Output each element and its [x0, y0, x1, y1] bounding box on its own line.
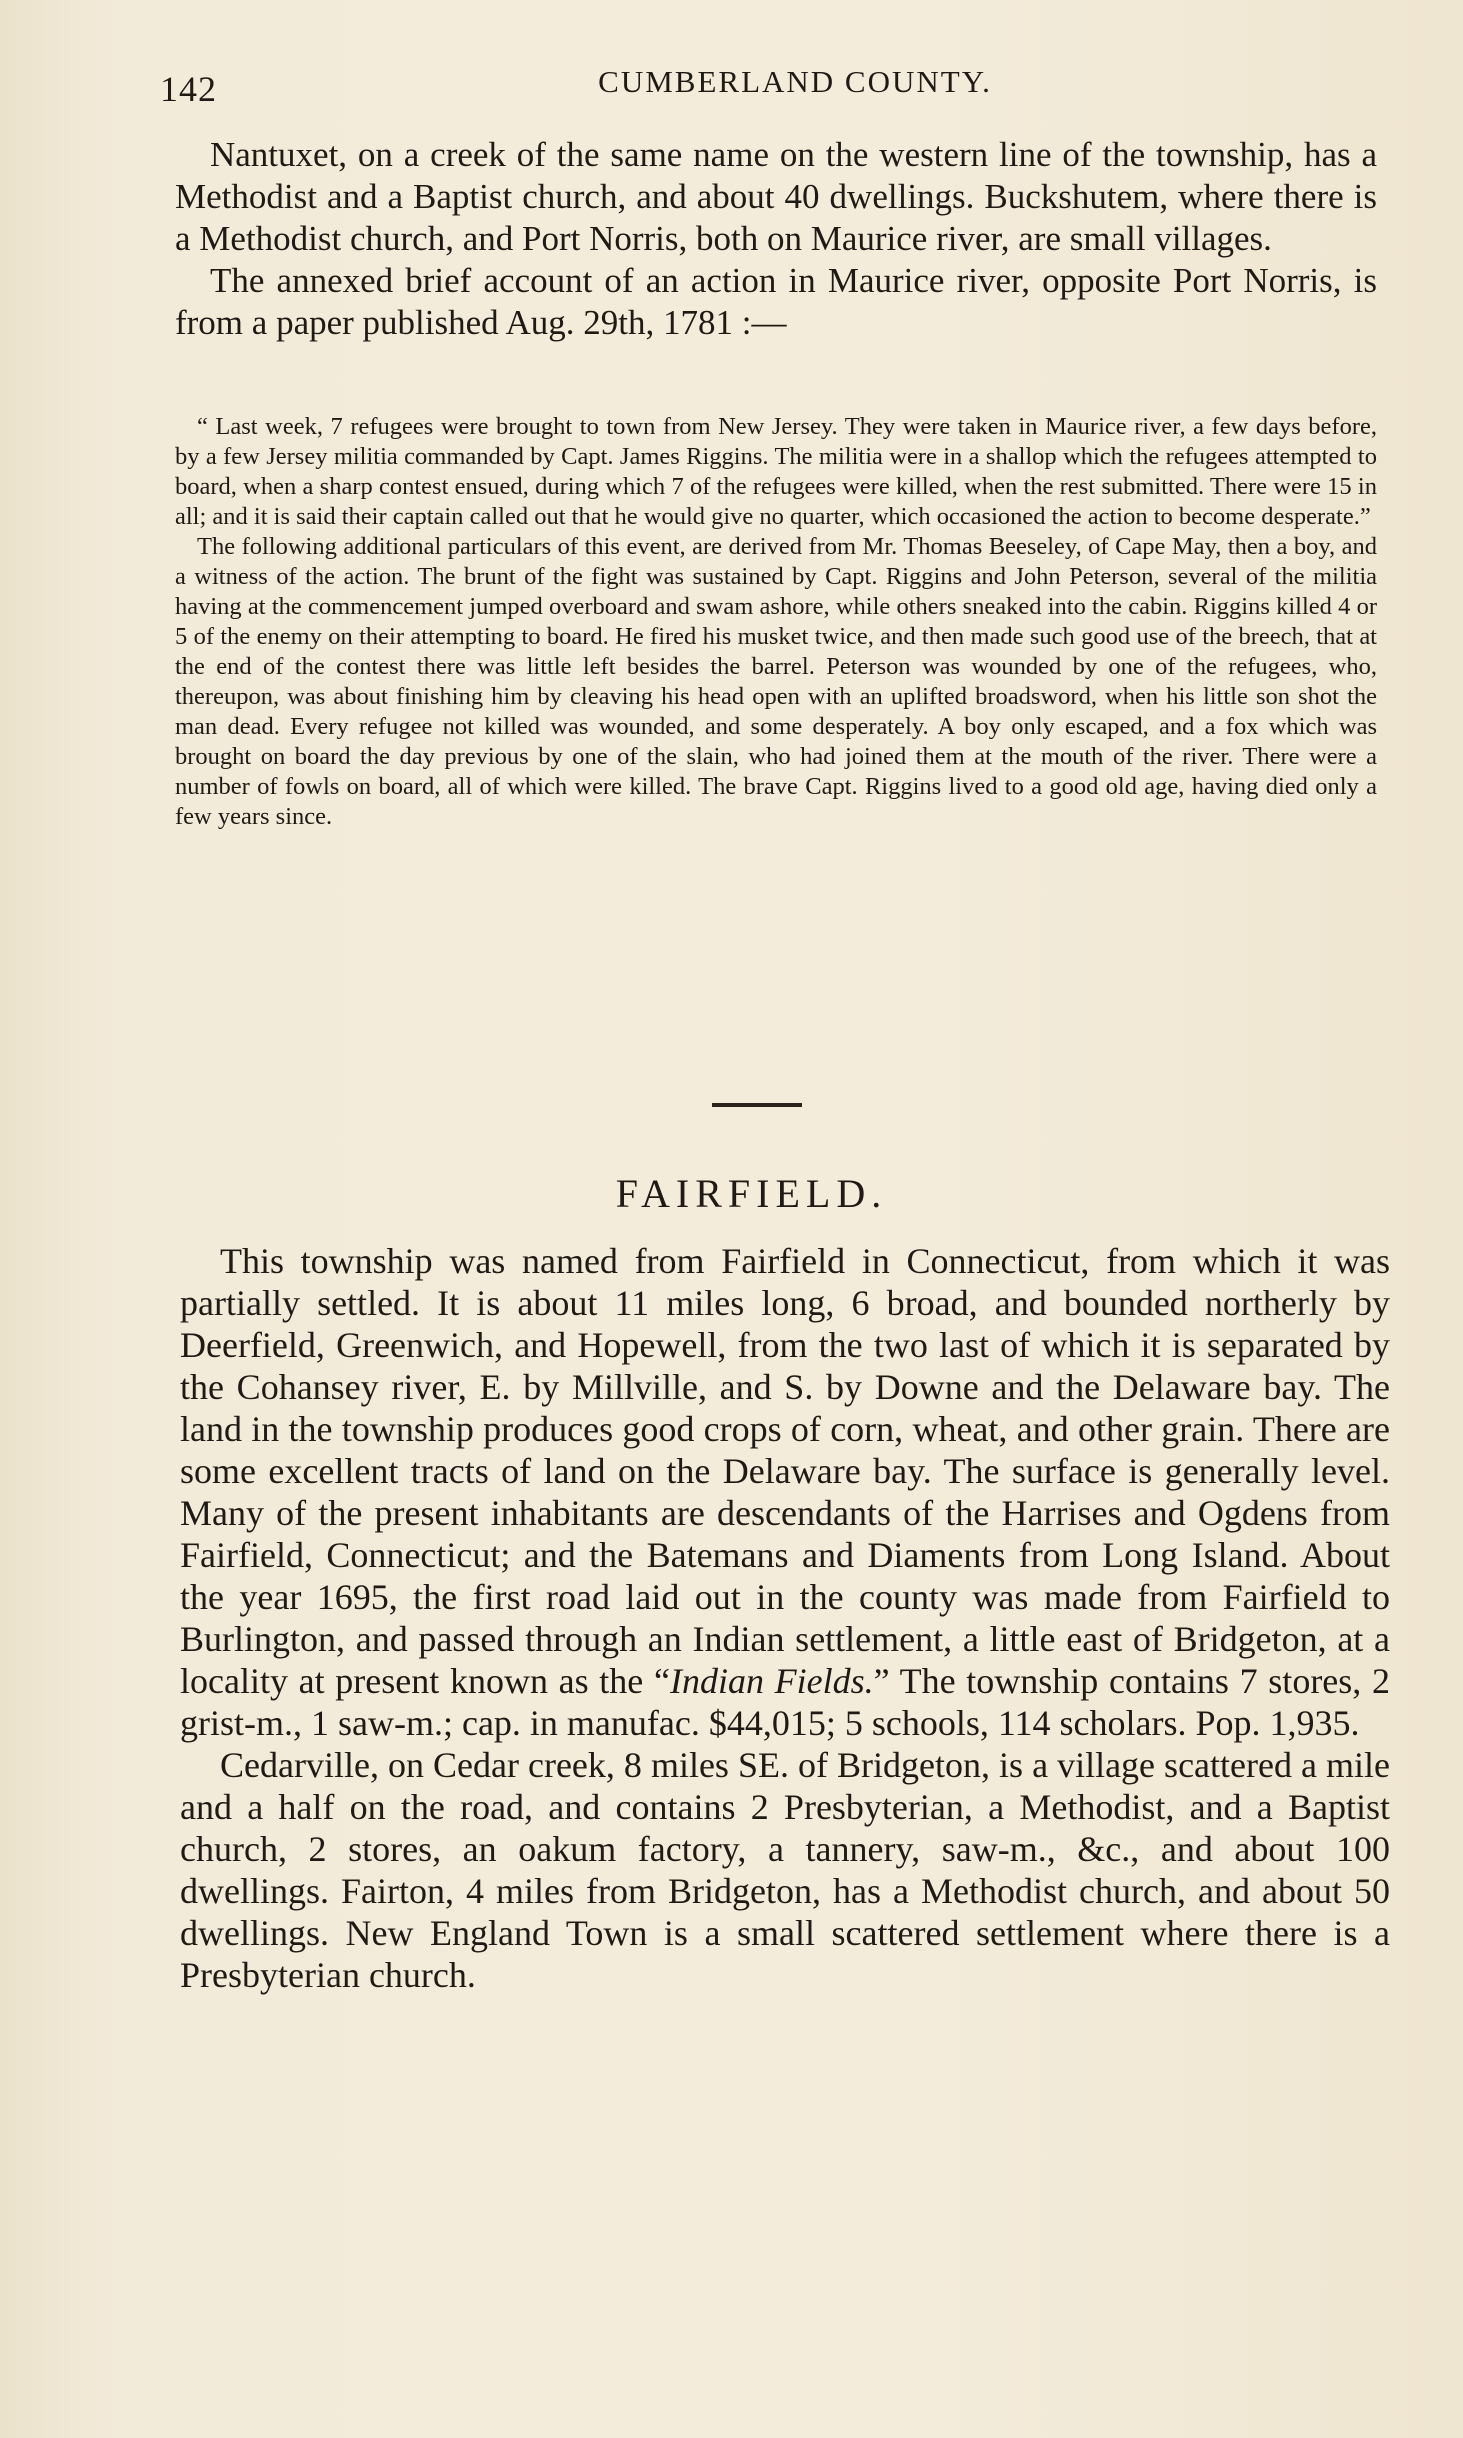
page-header	[160, 62, 1390, 112]
page-number: 142	[160, 69, 217, 109]
running-head: CUMBERLAND COUNTY.	[598, 64, 992, 99]
intro-section	[175, 134, 1377, 344]
fairfield-section	[180, 1240, 1390, 1996]
fairfield-paragraph-2: Cedarville, on Cedar creek, 8 miles SE. of Bridgeton, is a village scattered a mile and a half on the road, and contains 2 Presbyterian, a Methodist, and a Baptist church, 2 stores, an oakum factory, a tannery, saw-m., &c., and about 100 dwellings. Fairton, 4 miles from Bridgeton, has a Methodist church, and about 50 dwellings. New England Town is a small scattered settlement where there is a Presbyterian church.	[180, 1745, 1390, 1995]
intro-paragraph-1: Nantuxet, on a creek of the same name on the western line of the township, has a Methodist and a Baptist church, and about 40 dwellings. Buckshutem, where there is a Methodist church, and Port Norris, both on Maurice river, are small villages.	[175, 135, 1377, 258]
quote-paragraph-1: “ Last week, 7 refugees were brought to town from New Jersey. They were taken in Maurice river, a few days before, by a few Jersey militia commanded by Capt. James Riggins. The militia were in a shallop which the refugees attempted to board, when a sharp contest ensued, during which 7 of the refugees were killed, when the rest submitted. There were 15 in all; and it is said their captain called out that he would give no quarter, which occasioned the action to become desperate.”	[175, 413, 1377, 530]
quote-paragraph-2: The following additional particulars of this event, are derived from Mr. Thomas Beeseley, of Cape May, then a boy, and a witness of the action. The brunt of the fight was sustained by Capt. Riggins and John Peterson, several of the militia having at the commencement jumped overboard and swam ashore, while others sneaked into the cabin. Riggins killed 4 or 5 of the enemy on their attempting to board. He fired his musket twice, and then made such good use of the breech, that at the end of the contest there was little left besides the barrel. Peterson was wounded by one of the refugees, who, thereupon, was about finishing him by cleaving his head open with an uplifted broadsword, when his little son shot the man dead. Every refugee not killed was wounded, and some desperately. A boy only escaped, and a fox which was brought on board the day previous by one of the slain, who had joined them at the mouth of the river. There were a number of fowls on board, all of which were killed. The brave Capt. Riggins lived to a good old age, having died only a few years since.	[175, 533, 1377, 830]
quote-section	[175, 412, 1377, 832]
intro-paragraph-2: The annexed brief account of an action in Maurice river, opposite Port Norris, is from a paper published Aug. 29th, 1781 :—	[175, 261, 1377, 342]
section-title: FAIRFIELD.	[615, 1171, 888, 1216]
fairfield-paragraph-1-end: ” The township contains 7 stores, 2 grist-m., 1 saw-m.; cap. in manufac. $44,015; 5 schools, 114 scholars. Pop. 1,935.	[180, 1661, 1390, 1743]
fairfield-paragraph-1	[180, 1240, 1390, 1744]
indian-fields-italic: Indian Fields.	[669, 1661, 874, 1701]
fairfield-paragraph-1-start: This township was named from Fairfield in Connecticut, from which it was partially settled. It is about 11 miles long, 6 broad, and bounded northerly by Deerfield, Greenwich, and Hopewell, from the two last of which it is separated by the Cohansey river, E. by Millville, and S. by Downe and the Delaware bay. The land in the township produces good crops of corn, wheat, and other grain. There are some excellent tracts of land on the Delaware bay. The surface is generally level. Many of the present inhabitants are descendants of the Harrises and Ogdens from Fairfield, Connecticut; and the Batemans and Diaments from Long Island. About the year 1695, the first road laid out in the county was made from Fairfield to Burlington, and passed through an Indian settlement, a little east of Bridgeton, at a locality at present known as the “	[180, 1241, 1390, 1701]
section-divider	[712, 1103, 802, 1107]
